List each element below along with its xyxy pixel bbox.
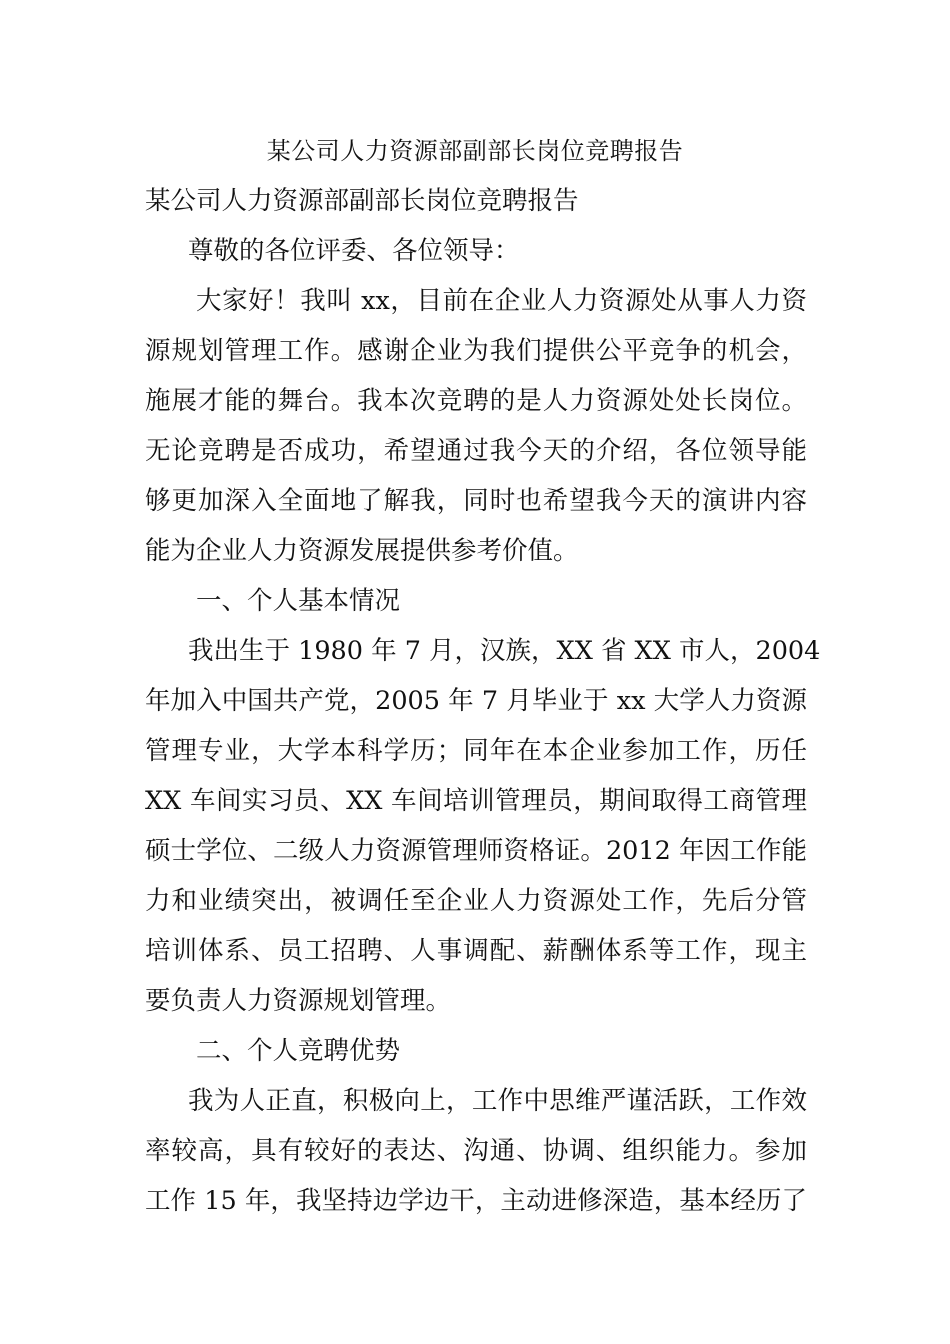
paragraph-line: 工作 15 年，我坚持边学边干，主动进修深造，基本经历了 — [145, 1186, 807, 1216]
paragraph-line: 够更加深入全面地了解我，同时也希望我今天的演讲内容 — [145, 486, 807, 516]
paragraph-line: 无论竞聘是否成功，希望通过我今天的介绍，各位领导能 — [145, 436, 807, 466]
paragraph-line: 我出生于 1980 年 7 月，汉族，XX 省 XX 市人，2004 — [188, 636, 821, 666]
paragraph-line: 要负责人力资源规划管理。 — [145, 986, 452, 1016]
section-heading-2: 二、个人竞聘优势 — [196, 1036, 401, 1066]
paragraph-line: 源规划管理工作。感谢企业为我们提供公平竞争的机会， — [145, 336, 807, 366]
paragraph-line: 施展才能的舞台。我本次竞聘的是人力资源处处长岗位。 — [145, 386, 807, 416]
paragraph-line: 硕士学位、二级人力资源管理师资格证。2012 年因工作能 — [145, 836, 807, 866]
paragraph-line: 力和业绩突出，被调任至企业人力资源处工作，先后分管 — [145, 886, 807, 916]
paragraph-line: 我为人正直，积极向上，工作中思维严谨活跃，工作效 — [188, 1086, 807, 1116]
paragraph-line: 大家好！我叫 xx，目前在企业人力资源处从事人力资 — [196, 286, 807, 316]
section-heading-1: 一、个人基本情况 — [196, 586, 401, 616]
paragraph-line: XX 车间实习员、XX 车间培训管理员，期间取得工商管理 — [145, 786, 807, 816]
paragraph-line: 能为企业人力资源发展提供参考价值。 — [145, 536, 579, 566]
paragraph-line: 年加入中国共产党，2005 年 7 月毕业于 xx 大学人力资源 — [145, 686, 807, 716]
salutation-line: 尊敬的各位评委、各位领导： — [188, 236, 520, 266]
paragraph-line: 管理专业，大学本科学历；同年在本企业参加工作，历任 — [145, 736, 807, 766]
paragraph-line: 培训体系、员工招聘、人事调配、薪酬体系等工作，现主 — [145, 936, 807, 966]
paragraph-line: 率较高，具有较好的表达、沟通、协调、组织能力。参加 — [145, 1136, 807, 1166]
document-title: 某公司人力资源部副部长岗位竞聘报告 — [266, 137, 684, 165]
subtitle-line: 某公司人力资源部副部长岗位竞聘报告 — [145, 186, 579, 216]
